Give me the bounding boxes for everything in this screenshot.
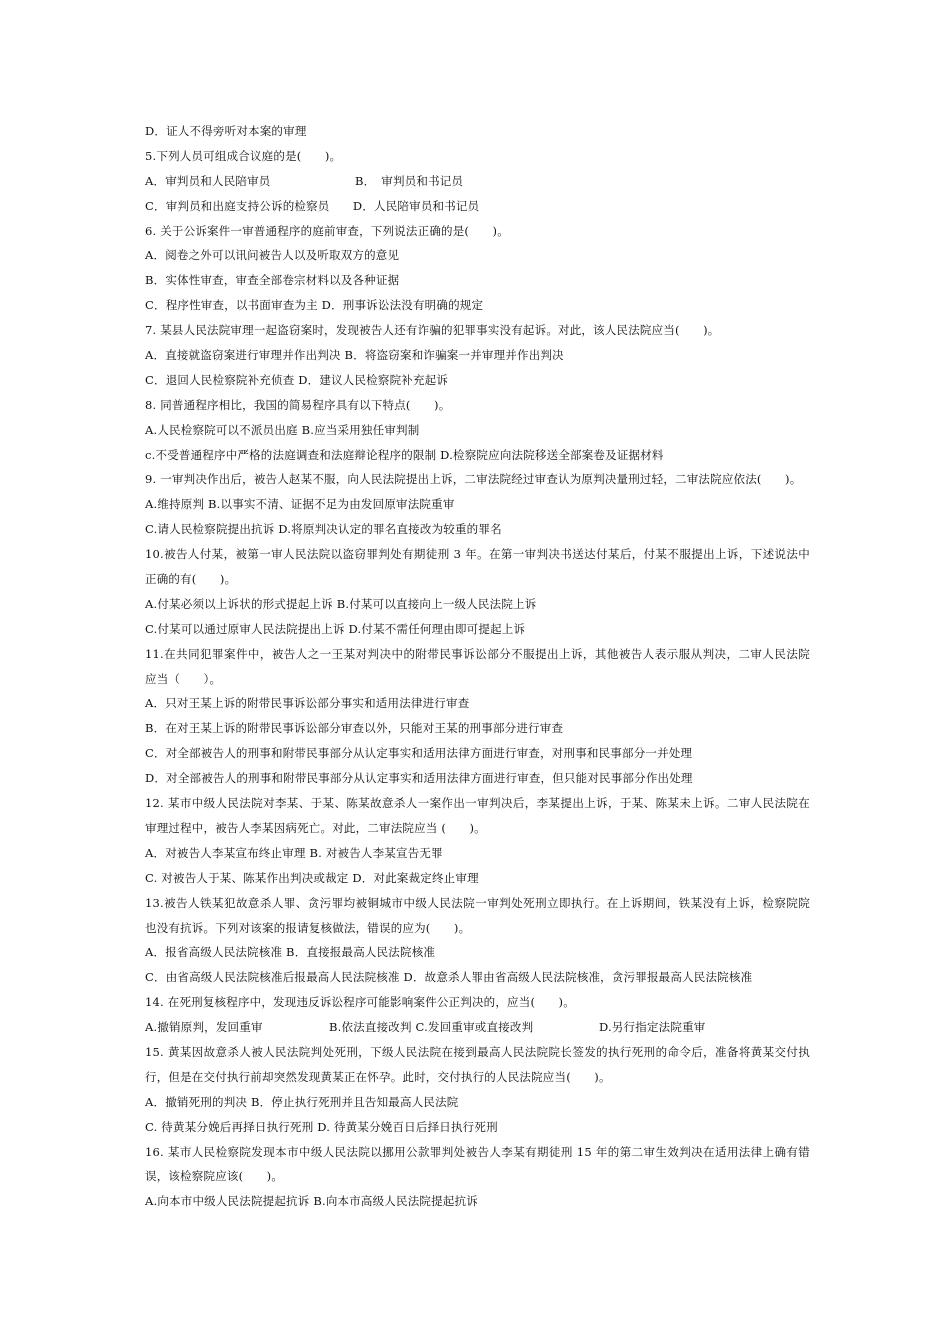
q9-option-cd: C.请人民检察院提出抗诉 D.将原判决认定的罪名直接改为较重的罪名	[145, 522, 502, 537]
q14-option-d: D.另行指定法院重审	[599, 1020, 706, 1035]
question-15: 15. 黄某因故意杀人被人民法院判处死刑，下级人民法院在接到最高人民法院院长签发的执行死刑的命令后，准备将黄某交付执	[145, 1044, 810, 1059]
question-13: 13.被告人铁某犯故意杀人罪、贪污罪均被铜城市中级人民法院一审判处死刑立即执行。在上诉期间，铁某没有上诉，检察院院	[145, 895, 810, 910]
q11-option-c: C．对全部被告人的刑事和附带民事部分从认定事实和适用法律方面进行审查，对刑事和民事部分一并处理	[145, 746, 693, 761]
q7-option-cd: C．退回人民检察院补充侦查 D．建议人民检察院补充起诉	[145, 372, 449, 387]
q5-option-a: A．审判员和人民陪审员	[145, 173, 271, 188]
question-8: 8. 同普通程序相比，我国的简易程序具有以下特点( )。	[145, 397, 451, 412]
q5-option-b: B． 审判员和书记员	[355, 173, 464, 188]
question-11: 11.在共同犯罪案件中，被告人之一王某对判决中的附带民事诉讼部分不服提出上诉，其他被告人表示服从判决，二审人民法院	[145, 646, 810, 661]
question-11-cont: 应当（ ）。	[145, 671, 222, 686]
q16-option-ab: A.向本市中级人民法院提起抗诉 B.向本市高级人民法院提起抗诉	[145, 1194, 478, 1209]
q13-option-cd: C．由省高级人民法院核准后报最高人民法院核准 D．故意杀人罪由省高级人民法院核准，贪污罪报最高人民法院核准	[145, 970, 753, 985]
question-9: 9. 一审判决作出后，被告人赵某不服，向人民法院提出上诉，二审法院经过审查认为原判决量刑过轻，二审法院应依法( )。	[145, 472, 802, 487]
exam-questions	[145, 119, 810, 1214]
question-7: 7. 某县人民法院审理一起盗窃案时，发现被告人还有诈骗的犯罪事实没有起诉。对此，该人民法院应当( )。	[145, 323, 720, 338]
question-16-cont: 误，该检察院应该( )。	[145, 1169, 284, 1184]
q11-option-a: A．只对王某上诉的附带民事诉讼部分事实和适用法律进行审查	[145, 696, 470, 711]
q14-option-a: A.撤销原判，发回重审	[145, 1020, 263, 1035]
q11-option-d: D．对全部被告人的刑事和附带民事部分从认定事实和适用法律方面进行审查，但只能对民事部分作出处理	[145, 771, 693, 786]
question-12-cont: 审理过程中，被告人李某因病死亡。对此，二审法院应当 ( )。	[145, 820, 486, 835]
question-15-cont: 行，但是在交付执行前却突然发现黄某正在怀孕。此时，交付执行的人民法院应当( )。	[145, 1069, 611, 1084]
q6-option-cd: C．程序性审查，以书面审查为主 D．刑事诉讼法没有明确的规定	[145, 298, 484, 313]
q5-options-row-2: C．审判员和出庭支持公诉的检察员 D．人民陪审员和书记员	[145, 198, 480, 213]
question-13-cont: 也没有抗诉。下列对该案的报请复核做法，错误的应为( )。	[145, 920, 471, 935]
question-10: 10.被告人付某，被第一审人民法院以盗窃罪判处有期徒刑 3 年。在第一审判决书送达付某后，付某不服提出上诉，下述说法中	[145, 547, 810, 562]
q8-option-ab: A.人民检察院可以不派员出庭 B.应当采用独任审判制	[145, 422, 420, 437]
q6-option-b: B．实体性审查，审查全部卷宗材料以及各种证据	[145, 273, 400, 288]
q6-option-a: A．阅卷之外可以讯问被告人以及听取双方的意见	[145, 248, 400, 263]
q11-option-b: B．在对王某上诉的附带民事诉讼部分审查以外，只能对王某的刑事部分进行审查	[145, 721, 564, 736]
q14-options	[145, 1015, 810, 1040]
question-14: 14. 在死刑复核程序中，发现违反诉讼程序可能影响案件公正判决的，应当( )。	[145, 995, 575, 1010]
text-line: D．证人不得旁听对本案的审理	[145, 124, 307, 138]
question-6: 6. 关于公诉案件一审普通程序的庭前审查，下列说法正确的是( )。	[145, 223, 509, 238]
q12-option-cd: C. 对被告人于某、陈某作出判决或裁定 D．对此案裁定终止审理	[145, 870, 479, 885]
q7-option-ab: A．直接就盗窃案进行审理并作出判决 B．将盗窃案和诈骗案一并审理并作出判决	[145, 348, 564, 363]
q15-option-cd: C. 待黄某分娩后再择日执行死刑 D. 待黄某分娩百日后择日执行死刑	[145, 1119, 498, 1134]
q5-options-row-1	[145, 169, 810, 194]
q8-option-cd: c.不受普通程序中严格的法庭调查和法庭辩论程序的限制 D.检察院应向法院移送全部案卷及证据材料	[145, 447, 664, 462]
q9-option-ab: A.维持原判 B.以事实不清、证据不足为由发回原审法院重审	[145, 497, 455, 512]
question-12: 12. 某市中级人民法院对李某、于某、陈某故意杀人一案作出一审判决后，李某提出上诉，于某、陈某未上诉。二审人民法院在	[145, 796, 810, 811]
q10-option-cd: C.付某可以通过原审人民法院提出上诉 D.付某不需任何理由即可提起上诉	[145, 621, 526, 636]
q14-option-bc: B.依法直接改判 C.发回重审或直接改判	[329, 1020, 534, 1035]
question-5: 5.下列人员可组成合议庭的是( )。	[145, 148, 342, 163]
q13-option-ab: A．报省高级人民法院核准 B．直接报最高人民法院核准	[145, 945, 436, 960]
q12-option-ab: A．对被告人李某宣布终止审理 B. 对被告人李某宣告无罪	[145, 845, 443, 860]
q10-option-ab: A.付某必须以上诉状的形式提起上诉 B.付某可以直接向上一级人民法院上诉	[145, 596, 537, 611]
question-16: 16. 某市人民检察院发现本市中级人民法院以挪用公款罪判处被告人李某有期徒刑 15 年的第二审生效判决在适用法律上确有错	[145, 1144, 810, 1159]
q15-option-ab: A．撤销死刑的判决 B．停止执行死刑并且告知最高人民法院	[145, 1094, 459, 1109]
question-10-cont: 正确的有( )。	[145, 572, 237, 587]
